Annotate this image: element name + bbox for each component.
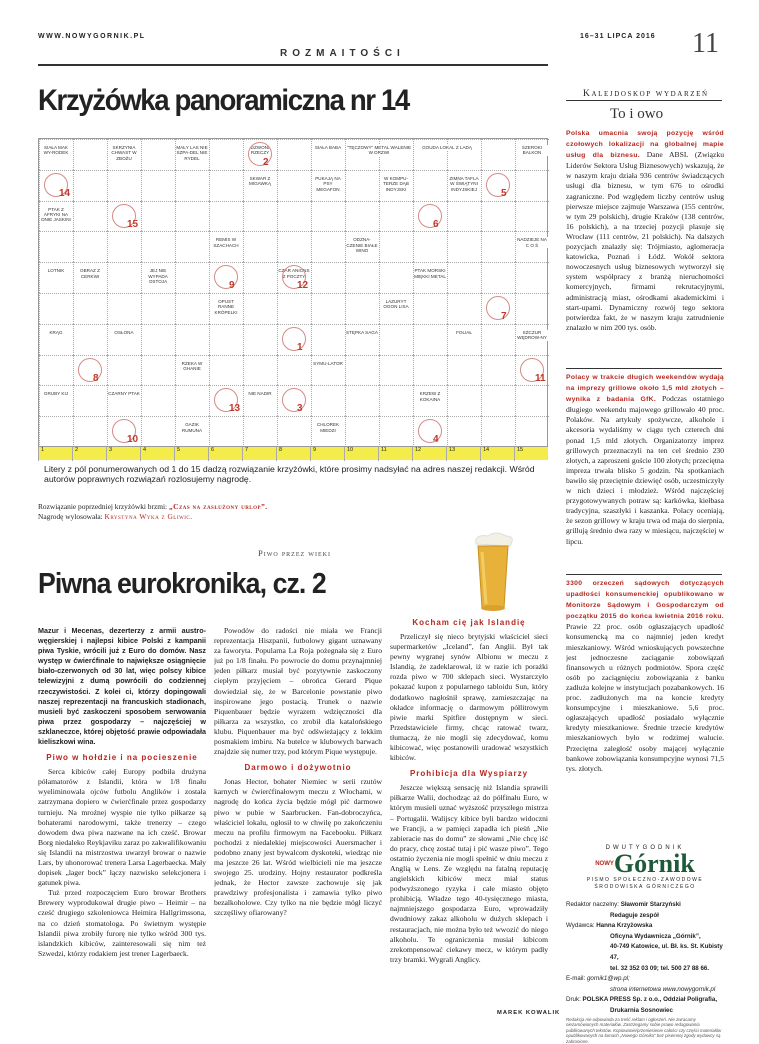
crossword-clue: SIAŁA BABA <box>312 145 344 150</box>
crossword-clue: SKWAR Z MIGAWKĄ <box>244 176 276 187</box>
grid-cell[interactable] <box>311 139 345 170</box>
grid-cell[interactable] <box>447 201 481 232</box>
cell-number: 5 <box>501 187 507 199</box>
cell-number: 6 <box>433 218 439 230</box>
answer-slot[interactable]: 8 <box>276 447 310 461</box>
winner-name: Krystyna Wyka z Gliwic. <box>104 512 193 521</box>
grid-cell[interactable] <box>141 170 175 201</box>
grid-cell[interactable] <box>311 324 345 355</box>
grid-cell[interactable] <box>175 170 209 201</box>
answer-slot[interactable]: 6 <box>208 447 242 461</box>
beer-paragraph-1: Serca kibiców całej Europy podbiła drużyna półamatorów z Islandii, która w 1/8 finału wyeliminowała ojców futbolu Anglików i została zatrzymana dopiero w ćwierćfinale przez gospodarzy turnieju. Na mroźnej wyspie nie tylko piłkarze są bohaterami narodowymi, także trenerzy – czego dowodem dwa piwa nazwane na ich cześć. Browar Borg niedaleko Reykjaviku zaraz po zakwalifikowaniu się Islandii na mistrzostwa uwarzył browar o nazwie Lars, by uhonorować trenera Larsa Lagerbaecka. Mały dopisek „lager bock” łączy nazwisko selekcjonera i gatunek piwa. <box>38 767 206 888</box>
beer-column-2 <box>214 626 382 1022</box>
grid-cell[interactable] <box>481 324 515 355</box>
grid-cell[interactable] <box>379 355 413 386</box>
grid-cell[interactable] <box>73 324 107 355</box>
grid-cell[interactable] <box>73 139 107 170</box>
crossword-title: Krzyżówka panoramiczna nr 14 <box>38 84 409 117</box>
grid-cell[interactable] <box>379 262 413 293</box>
crossword-clue: RZEKA W GHANIE <box>176 361 208 372</box>
grid-cell[interactable] <box>175 201 209 232</box>
grid-cell[interactable] <box>481 201 515 232</box>
grid-cell[interactable] <box>243 293 277 324</box>
grid-cell[interactable] <box>481 139 515 170</box>
cell-number: 12 <box>297 280 309 292</box>
grid-cell[interactable] <box>413 170 447 201</box>
page-number: 11 <box>692 28 719 59</box>
grid-cell[interactable] <box>39 231 73 262</box>
answer-slot[interactable]: 15 <box>514 447 548 461</box>
grid-cell[interactable] <box>379 324 413 355</box>
masthead-tag-2: ŚRODOWISKA GÓRNICZEGO <box>594 884 696 890</box>
beer-column-1 <box>38 626 206 959</box>
grid-cell[interactable] <box>481 355 515 386</box>
grid-cell[interactable] <box>277 355 311 386</box>
crossword-clue: W KOMPU-TERZE DĄB INDYJSKI <box>380 176 412 192</box>
grid-cell[interactable] <box>481 416 515 447</box>
crossword-clue: CHLOREK MIEDZI <box>312 422 344 433</box>
cell-number: 8 <box>93 372 99 384</box>
beer-title: Piwna eurokronika, cz. 2 <box>38 568 326 600</box>
grid-cell[interactable] <box>73 385 107 416</box>
print-name: POLSKA PRESS Sp. z o.o., Oddział Poligrafia, <box>582 996 718 1004</box>
imprint <box>566 900 726 1044</box>
grid-cell[interactable] <box>175 262 209 293</box>
crossword-clue: SZEROKI BALKON <box>516 145 548 156</box>
crossword-clue: SYMU-LATOR <box>313 360 343 366</box>
print-name-2: Drukarnia Sosnowiec <box>610 1006 673 1014</box>
crossword-clue: NADZIEJE NA C O Ś <box>517 237 547 248</box>
cell-number: 13 <box>229 403 241 415</box>
grid-cell[interactable] <box>73 170 107 201</box>
answer-slot[interactable]: 1 <box>38 447 72 461</box>
editor-name: Sławomir Starzyński <box>620 901 681 908</box>
grid-cell[interactable] <box>311 293 345 324</box>
grid-cell[interactable] <box>379 385 413 416</box>
cell-number: 2 <box>263 157 269 168</box>
crossword-clue: FOLIAŁ <box>448 330 480 335</box>
grid-cell[interactable] <box>345 201 379 232</box>
crossword-clue: PTAK MORSKI MIĘKKI METAL <box>414 268 446 279</box>
grid-cell[interactable] <box>345 355 379 386</box>
grid-cell[interactable] <box>141 201 175 232</box>
grid-cell[interactable] <box>515 416 549 447</box>
grid-cell[interactable] <box>413 355 447 386</box>
grid-cell[interactable] <box>141 416 175 447</box>
divider <box>566 368 722 369</box>
grid-cell[interactable] <box>447 262 481 293</box>
answer-slot[interactable]: 3 <box>106 447 140 461</box>
beer-heading-2: Darmowo i dożywotnio <box>244 763 352 773</box>
crossword-clue: OSŁONA <box>108 330 140 335</box>
grid-cell[interactable] <box>311 262 345 293</box>
grid-cell[interactable] <box>175 324 209 355</box>
crossword-clue: LOTNIK <box>40 268 72 273</box>
grid-cell[interactable] <box>243 324 277 355</box>
crossword-clue: GOUDA LOKAL Z LADĄ <box>414 145 480 150</box>
cell-number: 3 <box>297 403 303 415</box>
grid-cell[interactable] <box>481 385 515 416</box>
grid-cell[interactable] <box>311 355 345 386</box>
grid-cell[interactable] <box>515 201 549 232</box>
grid-cell[interactable] <box>209 139 243 170</box>
news-lead-1: Polska umacnia swoją pozycję wśród czołowych lokalizacji na globalnej mapie usług dla biznesu. <box>566 130 724 160</box>
solution-label: Rozwiązanie poprzedniej krzyżówki brzmi: <box>38 502 169 511</box>
beer-heading-3: Kocham cię jak Islandię <box>412 618 526 627</box>
website-link[interactable]: strona internetowa www.nowygornik.pl <box>610 985 716 993</box>
masthead-brand: DWUTYGODNIK <box>605 845 685 851</box>
grid-cell[interactable] <box>379 201 413 232</box>
grid-cell[interactable] <box>277 416 311 447</box>
cell-number: 14 <box>59 187 71 199</box>
winner-label: Nagrodę wylosowała: <box>38 512 105 521</box>
cell-number: 1 <box>297 341 303 353</box>
crossword-clue: ZIMNA TAFLA W ŚWIĄTYNI INDYJSKIEJ <box>449 175 479 192</box>
crossword-clue: KRZEW Z KOKAINA <box>414 391 446 402</box>
beer-paragraph-3: Powodów do radości nie miała we Francji reprezentacja Hiszpanii, futbolowy gigant uznawany za faworyta. Popularna La Roja pożegnała się z Euro już po 1/8 finału. Po powrocie do domu przynajmniej jeden piłkarz musiał być pozytywnie zaskoczony ciepłym przyjęciem – obrońca Gerard Pique dowiedział się, że w Barcelonie powstanie piwo inspirowane jego postacią. Trunek o nazwie Piquenbauer będzie wyrazem wdzięczności dla piłkarza za wszystko, co zrobił dla katalońskiego klubu. Piquenbauer ma być odświeżający z lekkim posmakiem imbiru. Na butelce w klubowych barwach znajdzie się numer trzy, pod którym Pique występuje. <box>214 626 382 757</box>
answer-slot[interactable]: 10 <box>344 447 378 461</box>
crossword-solution <box>38 502 268 522</box>
grid-cell[interactable] <box>243 262 277 293</box>
news-lead-3: 3300 orzeczeń sądowych dotyczących upadłości konsumenckiej opublikowano w Monitorze Sądowym i Gospodarczym od początku 2015 do końca kwietnia 2016 roku. <box>566 580 724 621</box>
answer-row <box>38 446 548 460</box>
grid-cell[interactable] <box>73 416 107 447</box>
grid-cell[interactable] <box>243 416 277 447</box>
news-item-2 <box>566 372 724 574</box>
grid-cell[interactable] <box>481 231 515 262</box>
grid-cell[interactable] <box>141 231 175 262</box>
masthead-logo <box>566 845 724 891</box>
grid-cell[interactable] <box>141 385 175 416</box>
grid-cell[interactable] <box>447 355 481 386</box>
grid-cell[interactable] <box>209 355 243 386</box>
grid-cell[interactable] <box>379 231 413 262</box>
kalejdoskop-title: To i owo <box>610 106 664 122</box>
grid-cell[interactable] <box>447 293 481 324</box>
grid-cell[interactable] <box>311 201 345 232</box>
crossword-clue: LAZURYT OGON LISA <box>380 299 412 310</box>
grid-cell[interactable] <box>243 385 277 416</box>
kalejdoskop-section: Kalejdoskop wydarzeń <box>583 89 709 99</box>
grid-cell[interactable] <box>447 385 481 416</box>
beer-section: Piwo przez wieki <box>258 548 331 558</box>
news-lead-2: Polacy w trakcie długich weekendów wydają na imprezy grillowe około 1,5 mld złotych – wynika z badania GfK. <box>566 374 724 404</box>
print-label: Druk: <box>566 996 583 1004</box>
grid-cell[interactable] <box>39 385 73 416</box>
cell-number: 11 <box>535 372 546 384</box>
cell-number: 15 <box>127 218 139 230</box>
crossword-clue: ODZNA-CZENIE BIAŁE WINO <box>346 237 378 254</box>
grid-cell[interactable] <box>39 416 73 447</box>
crossword-clue: "TĘCZOWY" METAL WALENIE W DRZWI <box>346 145 412 156</box>
grid-cell[interactable] <box>107 355 141 386</box>
site-url[interactable]: WWW.NOWYGORNIK.PL <box>38 33 146 40</box>
grid-cell[interactable] <box>413 324 447 355</box>
grid-cell[interactable] <box>73 201 107 232</box>
news-text-2: Podczas ostatniego długiego weekendu majowego grillowało 40 proc. Polaków. Na artykuły spożywcze, alkohole i akcesoria wydaliśmy w ciągu tych czterech dni ponad 1,5 mld złotych. Organizatorzy imprez grillowych przeznaczyli na ten cel średnio 230 złotych, a zaproszeni goście 100 złotych; przeciętna impreza trwała blisko 5 godzin. Na spotkaniach bawiło się przeciętnie dziewięć osób, uczestniczyły w nich dzieci i młodzież. Wśród najczęściej przygotowywanych potraw są: karkówka, kiełbasa tradycyjna, szaszłyki i kaszanka. Polacy oceniają, że sezon grillowy w kraju trwa od maja do sierpnia, grillują średnio dwa razy w miesiącu, najczęściej w lipcu. <box>566 394 724 546</box>
crossword-clue: SKRZYNIA CHWAST W ZBOŻU <box>108 145 140 161</box>
disclaimer: Redakcja nie odpowiada za treść reklam i ogłoszeń. Nie zwracamy niezamówionych materiałów. Zastrzegamy sobie prawo redagowania publikowanych tekstów. Kopiowanie/przeniesienie całości czy części materiałów opublikowanych na łamach „Nowego Górnika” bez pisemnej zgody wydawcy są zabronione. <box>566 1016 722 1044</box>
grid-cell[interactable] <box>515 385 549 416</box>
publisher-house: Oficyna Wydawnicza „Górnik”, <box>610 932 701 940</box>
grid-cell[interactable] <box>345 416 379 447</box>
grid-cell[interactable] <box>515 262 549 293</box>
beer-lead: Mazur i Mecenas, dezerterzy z armii austro-węgierskiej i najlepsi kibice Polski z kampanii piwa Tyskie, wrócili już z Euro do domów. Nasz występ w ćwierćfinale to największe osiągnięcie biało-czerwonych od 30 lat, więc polscy kibice telewizyjni z dumą powrócili do codziennej rzeczywistości. Z kolei ci, którzy dopingowali naszej reprezentacji na francuskich stadionach, musieli być zaskoczeni sposobem serwowania piwa przez gospodarzy – najczęściej w szklaneczce, której objętość prawie odpowiadała kieliszkowi wina. <box>38 626 206 747</box>
answer-slot[interactable]: 13 <box>446 447 480 461</box>
divider <box>566 574 722 575</box>
grid-cell[interactable] <box>141 139 175 170</box>
grid-cell[interactable] <box>107 262 141 293</box>
crossword-clue: STĘPKA SAGA <box>346 329 378 335</box>
cell-number: 7 <box>501 311 507 322</box>
news-text-1: Dane ABSL (Związku Liderów Sektora Usług Biznesowych) wskazują, że w naszym kraju działa 936 centrów świadczących usługi dla biznesu, w tym 676 to ośrodki zagraniczne. Pod względem liczby centrów usług pierwsze miejsce zajmuje Warszawa (155 centrów, w tym 29 polskich), drugie Kraków (138 centrów, 16 polskich), a na trzeciej pozycji plasuje się Wrocław (111 centrów, 21 polskich). Na dalszych pozycjach znalazły się: Trójmiasto, aglomeracja katowicka, Poznań i Łódź. Wokół sektora nowoczesnych usług biznesowych wytworzył się system współpracy z branżą nieruchomości komercyjnych, firmami rekrutacyjnymi, administracją miast, ośrodkami akademickimi i start-upami. Dynamiczny rozwój tego sektora potwierdza fakt, że w naszym kraju zatrudnienie znalazło w nim 200 tys. osób. <box>566 150 724 332</box>
crossword-clue: CZARNY PTAK <box>108 391 140 397</box>
grid-cell[interactable] <box>39 355 73 386</box>
logo-small: NOWY <box>595 861 614 867</box>
grid-cell[interactable] <box>175 293 209 324</box>
crossword-clue: KRĄG <box>40 330 72 335</box>
beer-paragraph-4: Jonas Hector, bohater Niemiec w serii rzutów karnych w ćwierćfinałowym meczu z Włochami, w nagrodę do końca życia będzie mógł pić darmowe piwo w pubie w Saarbrucken. Fan-dobroczyńca, właściciel lokalu, ogłosił to w chwilę po zakończeniu meczu na profilu firmowym na Facebooku. Piłkarz pochodzi z niedalekiej miejscowości Auersmacher i podobno znany jest bywalcom dyskoteki, wiedząc nie ma jeszcze 26 lat. Wśród wielbicieli nie ma jeszcze swojego 25. urodziny. Hojny restaurator podkreśla jednak, że Hector zawsze zachowuje się jak prawdziwy profesjonalista i zamawia tylko piwo bezalkoholowe. Czy tylko na nie będzie mógł liczyć szczęśliwy ofiarowany? <box>214 777 382 918</box>
email-link[interactable]: gornik1@wp.pl; <box>586 975 630 983</box>
crossword-clue: SIAŁA MAK WY-RODEK <box>40 145 72 156</box>
grid-cell[interactable] <box>277 170 311 201</box>
divider <box>566 100 722 101</box>
crossword-clue: GRUBY KIJ <box>40 391 72 396</box>
grid-cell[interactable] <box>209 324 243 355</box>
grid-cell[interactable] <box>413 231 447 262</box>
grid-cell[interactable] <box>345 262 379 293</box>
staff: Redaguje zespół <box>610 911 659 919</box>
beer-column-3 <box>390 612 548 1012</box>
grid-cell[interactable] <box>345 170 379 201</box>
grid-cell[interactable] <box>345 324 379 355</box>
grid-cell[interactable] <box>73 293 107 324</box>
grid-cell[interactable] <box>515 170 549 201</box>
crossword-clue: REMIS W SZACHACH <box>210 237 242 248</box>
beer-glass-image <box>462 530 522 612</box>
grid-cell[interactable] <box>277 293 311 324</box>
grid-cell[interactable] <box>39 262 73 293</box>
grid-cell[interactable] <box>39 324 73 355</box>
crossword-clue: PTAK Z AFRYKI NA DNIE JASKINI <box>41 206 71 223</box>
grid-cell[interactable] <box>413 293 447 324</box>
grid-cell[interactable] <box>447 416 481 447</box>
grid-cell[interactable] <box>107 385 141 416</box>
crossword-clue: JEJ NIE WYPADA OSTOJA <box>142 268 174 284</box>
editor-label: Redaktor naczelny: <box>566 901 621 908</box>
masthead-tag-1: PISMO SPOŁECZNO-ZAWODOWE <box>586 877 704 883</box>
issue-date: 16–31 LIPCA 2016 <box>580 33 656 40</box>
grid-cell[interactable] <box>447 139 481 170</box>
logo-text: Górnik <box>613 849 695 878</box>
beer-paragraph-2: Tuż przed rozpoczęciem Euro browar Brothers Brewery wyprodukował drugie piwo – Heimir – na cześć drugiego szkoleniowca Heimira Hallgrimssona, na co dzień stomatologa. Po świetnym występie Islandii piwa zrobiły furorę nie tylko wśród 300 tys. islandzkich kibiców, zainteresowali się nim też Szwedzi, którzy rodakiem jest trener Lagerbaeck. <box>38 888 206 958</box>
grid-cell[interactable] <box>277 201 311 232</box>
grid-cell[interactable] <box>277 139 311 170</box>
email-label: E-mail: <box>566 975 587 983</box>
cell-number: 10 <box>127 434 139 446</box>
crossword-clue: GAZIK RUMUNA <box>176 422 208 433</box>
publisher-address: 40-749 Katowice, ul. Bł. ks. St. Kubisty 47, <box>610 943 723 961</box>
crossword-note: Litery z pól ponumerowanych od 1 do 15 dadzą rozwiązanie krzyżówki, które prosimy nadsyłać na adres naszej redakcji. Wśród autorów poprawnych rozwiązań rozlosujemy nagrodę. <box>44 464 535 484</box>
grid-cell[interactable] <box>311 231 345 262</box>
answer-slot[interactable]: 12 <box>412 447 446 461</box>
crossword-clue: OPUST RANNE KRÓPELKI <box>210 299 242 315</box>
grid-cell[interactable] <box>515 293 549 324</box>
publisher-name: Hanna Krzyżowska <box>596 922 653 930</box>
crossword-clue: PUKAJĄ NA PSY MEGAFON <box>312 176 344 192</box>
grid-cell[interactable] <box>141 324 175 355</box>
grid-cell[interactable] <box>107 293 141 324</box>
grid-cell[interactable] <box>379 416 413 447</box>
grid-cell[interactable] <box>175 385 209 416</box>
grid-cell[interactable] <box>243 201 277 232</box>
grid-cell[interactable] <box>141 293 175 324</box>
grid-cell[interactable] <box>107 231 141 262</box>
grid-cell[interactable] <box>481 262 515 293</box>
grid-cell[interactable] <box>447 324 481 355</box>
crossword-clue: MAŁY LAS NIE SZPA-DEL NIE RYDEL <box>176 145 208 161</box>
grid-cell[interactable] <box>209 416 243 447</box>
crossword-clue: OBRAZ Z CERKWI <box>74 268 106 279</box>
beer-heading-1: Piwo w hołdzie i na pocieszenie <box>46 753 198 763</box>
answer-slot[interactable]: 2 <box>72 447 106 461</box>
cell-number: 4 <box>433 434 439 446</box>
article-author: MAREK KOWALIK <box>497 1010 561 1016</box>
beer-paragraph-5: Przeliczył się nieco brytyjski właściciel sieci supermarketów „Iceland”, fan Anglii. Był tak pewny wygranej synów Albionu w meczu z Islandią, że zadeklarował, iż w razie ich porażki rozda piwo w 700 sklepach sieci. Wystarczyło pokazać kupon z popularnego tabloidu Sun, który dodatkowo nagłośnił sprawę, zamieszczając na okładce informację o darmowym półlitrowym piwie marki Spitfire dostępnym w sieci. Przedstawiciele firmy, chcąc ratować twarz, tłumaczą, że nie mogli się zdecydować, komu kibicować, więc postanowili uradować wszystkich kibiców. <box>390 632 548 763</box>
grid-cell[interactable] <box>107 170 141 201</box>
answer-slot[interactable]: 11 <box>378 447 412 461</box>
news-item-3 <box>566 578 724 836</box>
grid-cell[interactable] <box>141 355 175 386</box>
grid-cell[interactable] <box>209 170 243 201</box>
answer-slot[interactable]: 7 <box>242 447 276 461</box>
divider <box>38 64 548 66</box>
section-title: ROZMAITOŚCI <box>280 48 405 59</box>
answer-slot[interactable]: 4 <box>140 447 174 461</box>
grid-cell[interactable] <box>209 201 243 232</box>
beer-heading-4: Prohibicja dla Wyspiarzy <box>409 769 529 779</box>
grid-cell[interactable] <box>73 231 107 262</box>
news-item-1 <box>566 128 724 364</box>
beer-paragraph-6: Jeszcze większą sensację niż Islandia sprawili piłkarze Walii, dochodząc aż do półfinału Euro, w którym musieli uznać wyższość przyszłego mistrza – Portugalii. Walijscy kibice byli bardzo widoczni we Francji, a w pamięci zapadła ich pieśń „Nie zabieracie nas do domu” ze słowami „Nie chcę iść do pracy, chcę zostać tutaj i pić wasze piwo”. Tego ostatnio życzenia nie mogli spełnić w dniu meczu z Anglią w Lens. Ze względu na fatalną reputację angielskich kibiców mecz miał status podwyższonego ryzyka i całe miasto objęto prohibicją. Władze tego 40-tysięcznego miasta, najmniejszego gospodarza Euro, wprowadziły dwudniowy zakaz alkoholu w dużych sklepach i restauracjach, nie można było też wwozić do niego alkoholu. Te ograniczenia musiał kibicom zrekompensować ciekawy mecz, w którym padły trzy bramki. Wygrali Anglicy. <box>390 783 548 964</box>
answer-slot[interactable]: 9 <box>310 447 344 461</box>
grid-cell[interactable] <box>413 139 447 170</box>
news-text-3: Prawie 22 proc. osób ogłaszających upadłość konsumencką ma co najmniej jeden kredyt mieszkaniowy. Wśród wnioskujących powszechne jest jednoczesne zaciąganie zobowiązań finansowych u różnych podmiotów. Spora część osób po zaciągnięciu zobowiązania z banku zadłuża kolejne w instytucjach pozabankowych. 16 proc. zadłużonych ma na koncie kredyty konsumpcyjne i mieszkaniowe. 5,6 proc. ogłaszających upadłość posiadało wyłącznie kredyty mieszkaniowe. Średnie trzecie kredytów mieszkaniowych było w rodzimej walucie. Przeciętna zaległość osoby mającej wyłącznie bankowe zobowiązania konsumpcyjne wynosi 71,5 tys. złotych. <box>566 622 724 773</box>
crossword-clue: NIE NADIR <box>244 391 276 396</box>
answer-slot[interactable]: 5 <box>174 447 208 461</box>
answer-slot[interactable]: 14 <box>480 447 514 461</box>
crossword-grid <box>38 138 548 460</box>
grid-cell[interactable] <box>39 293 73 324</box>
grid-cell[interactable] <box>107 324 141 355</box>
crossword-clue: SZCZUR WĘDROW-NY <box>517 329 547 341</box>
grid-cell[interactable] <box>243 231 277 262</box>
grid-cell[interactable] <box>345 385 379 416</box>
grid-cell[interactable] <box>175 231 209 262</box>
crossword-clue: DZWONI RZECZY <box>244 145 276 156</box>
grid-cell[interactable] <box>277 231 311 262</box>
grid-cell[interactable] <box>311 385 345 416</box>
grid-cell[interactable] <box>345 293 379 324</box>
crossword-clue: CZAR ANIONS Z POCZTY <box>278 268 310 279</box>
publisher-phone: tel. 32 352 03 09; tel. 500 27 88 66. <box>610 964 710 972</box>
solution-text: „Czas na zasłużony urlop”. <box>168 502 268 511</box>
grid-cell[interactable] <box>243 355 277 386</box>
publisher-label: Wydawca: <box>566 922 597 930</box>
cell-number: 9 <box>229 280 235 292</box>
grid-cell[interactable] <box>447 231 481 262</box>
